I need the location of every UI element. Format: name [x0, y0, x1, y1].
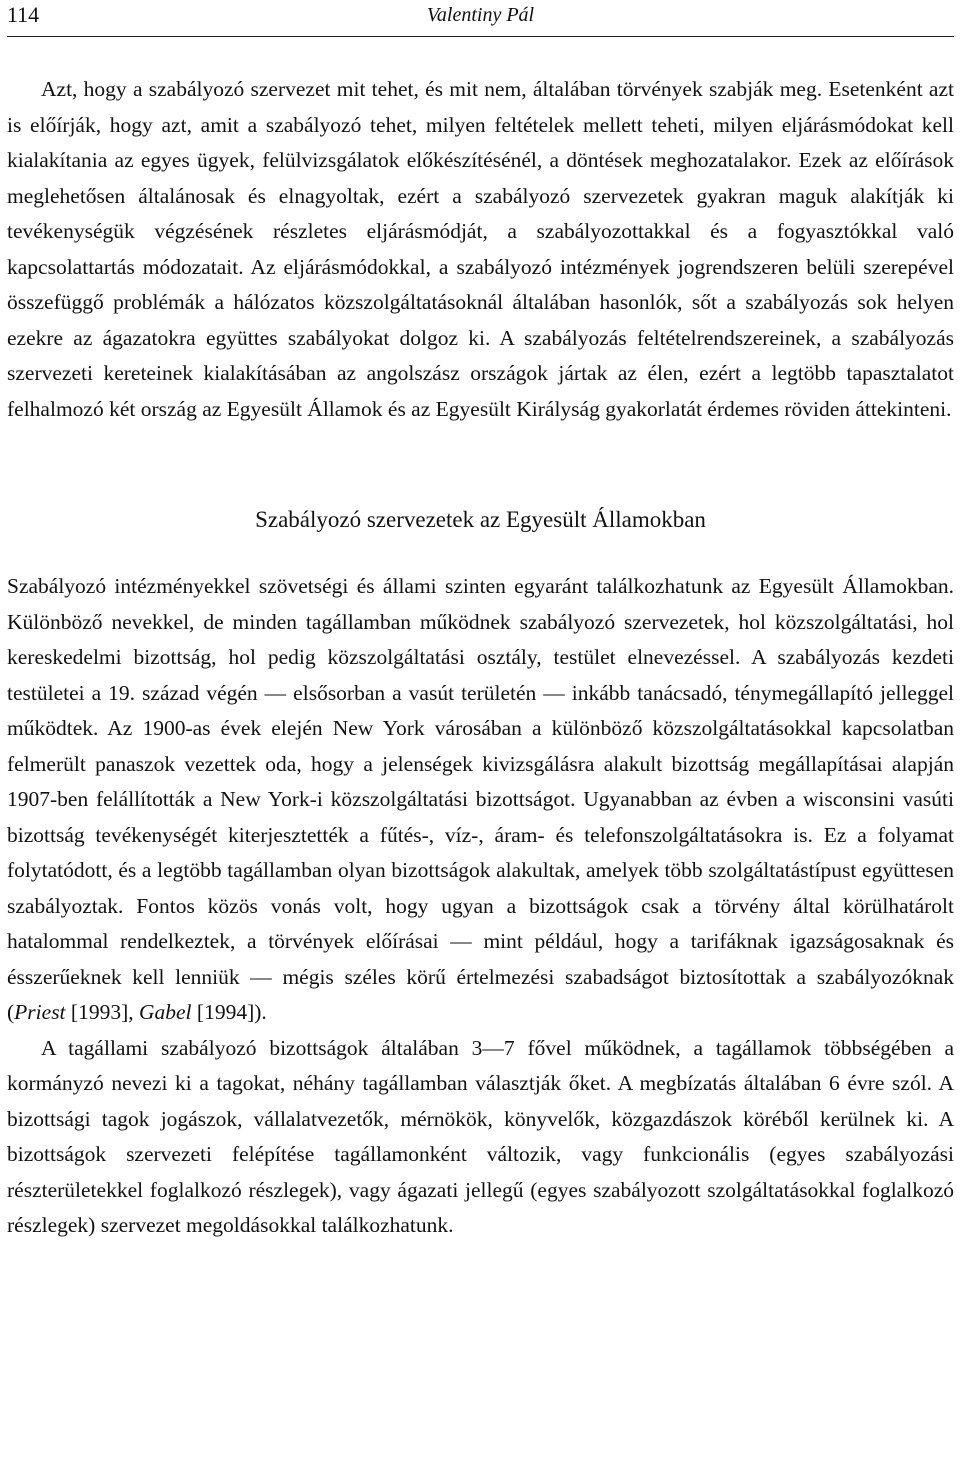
citation-year-2: [1994]). [191, 1000, 267, 1024]
section-paragraph-1 [7, 569, 954, 1031]
page-number: 114 [7, 2, 40, 27]
running-title: Valentiny Pál [426, 4, 535, 26]
section-heading: Szabályozó szervezetek az Egyesült Államokban [255, 507, 706, 532]
citation-year-1: [1993], [65, 1000, 139, 1024]
running-header [7, 0, 954, 37]
paragraph-text: Szabályozó intézményekkel szövetségi és állami szinten egyaránt találkozhatunk az Egyesült Államokban. Különböző nevekkel, de minden tagállamban működnek szabályozó szervezetek, hol közszolgáltatási, hol kereskedelmi bizottság, hol pedig közszolgáltatási osztály, testület elnevezéssel. A szabályozás kezdeti testületei a 19. század végén — elsősorban a vasút területén — inkább tanácsadó, ténymegállapító jelleggel működtek. Az 1900-as évek elején New York városában a különböző közszolgáltatásokkal kapcsolatban felmerült panaszok vezettek oda, hogy a jelenségek kivizsgálásra alakult bizottság megállapításai alapján 1907-ben felállították a New York-i közszolgáltatási bizottságot. Ugyanabban az évben a wisconsini vasúti bizottság tevékenységét kiterjesztették a fűtés-, víz-, áram- és telefonszolgáltatásokra is. Ez a folyamat folytatódott, és a legtöbb tagállamban olyan bizottságok alakultak, amelyek több szolgáltatástípust együttesen szabályoztak. Fontos közös vonás volt, hogy ugyan a bizottságok csak a törvény által körülhatárolt hatalommal rendelkeztek, a törvények előírásai — mint például, hogy a tarifáknak igazságosaknak és ésszerűeknek kell lenniük — mégis széles körű értelmezési szabadságot biztosítottak a szabályozóknak ( [7, 574, 954, 1024]
section-paragraph-2: A tagállami szabályozó bizottságok általában 3—7 fővel működnek, a tagállamok többségében a kormányzó nevezi ki a tagokat, néhány tagállamban választják őket. A megbízatás általában 6 évre szól. A bizottsági tagok jogászok, vállalatvezetők, mérnökök, könyvelők, közgazdászok köréből kerülnek ki. A bizottságok szervezeti felépítése tagállamonként változik, vagy funkcionális (egyes szabályozási részterületekkel foglalkozó részlegek), vagy ágazati jellegű (egyes szabályozott szolgáltatásokkal foglalkozó részlegek) szervezet megoldásokkal találkozhatunk. [7, 1035, 954, 1237]
citation-author-gabel: Gabel [138, 1000, 192, 1024]
citation-author-priest: Priest [14, 1000, 66, 1024]
intro-paragraph: Azt, hogy a szabályozó szervezet mit tehet, és mit nem, általában törvények szabják meg. Esetenként azt is előírják, hogy azt, amit a szabályozó tehet, milyen feltételek mellett teheti, milyen eljárásmódokat kell kialakítania az egyes ügyek, felülvizsgálatok előkészítésénél, a döntések meghozatalakor. Ezek az előírások meglehetősen általánosak és elnagyoltak, ezért a szabályozó szervezetek gyakran maguk alakítják ki tevékenységük végzésének részletes eljárásmódját, a szabályozottakkal és a fogyasztókkal való kapcsolattartás módozatait. Az eljárásmódokkal, a szabályozó intézmények jogrendszeren belüli szerepével összefüggő problémák a hálózatos közszolgáltatásoknál általában hasonlók, sőt a szabályozás sok helyen ezekre az ágazatokra együttes szabályokat dolgoz ki. A szabályozás feltételrendszereinek, a szabályozás szervezeti kereteinek kialakításában az angolszász országok jártak az élen, ezért a legtöbb tapasztalatot felhalmozó két ország az Egyesült Államok és az Egyesült Királyság gyakorlatát érdemes röviden áttekinteni. [7, 77, 954, 421]
book-page [7, 0, 954, 1244]
